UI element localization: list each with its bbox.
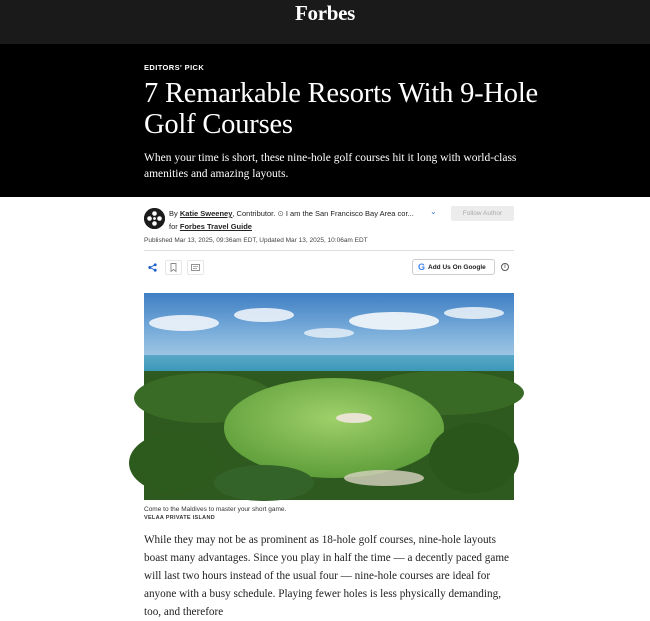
article-body-paragraph: While they may not be as prominent as 18-hole golf courses, nine-hole layouts boast many advantages. Since you play in half the time — a decently paced game will last two hours instead of the usual four — nine-hole courses are ideal for anyone with a busy schedule. Playing fewer holes is less physically demanding, too, and therefore	[144, 534, 510, 618]
photo-caption: Come to the Maldives to master your short game.	[144, 506, 287, 513]
article-dek: When your time is short, these nine-hole golf courses hit it long with world-class amenities and amazing layouts.	[144, 152, 517, 180]
forbes-logo[interactable]: Forbes	[294, 1, 356, 25]
comment-icon[interactable]	[187, 260, 204, 275]
divider	[144, 250, 514, 251]
top-nav-bar	[0, 0, 650, 44]
editors-pick-label: EDITORS' PICK	[144, 63, 205, 72]
contributor-outlet	[169, 222, 252, 231]
bookmark-icon[interactable]	[165, 260, 182, 275]
byline	[169, 209, 414, 218]
author-link[interactable]: Katie Sweeney	[179, 209, 233, 218]
hero-photo	[144, 293, 514, 500]
google-g-icon: G	[418, 262, 426, 272]
article-hero	[0, 44, 650, 197]
author-avatar-icon[interactable]	[144, 208, 165, 229]
bio-icon: ⊙	[277, 209, 284, 218]
author-bio[interactable]: I am the San Francisco Bay Area cor...	[285, 209, 414, 218]
article-headline: 7 Remarkable Resorts With 9-Hole Golf Courses	[144, 78, 539, 140]
photo-credit: VELAA PRIVATE ISLAND	[144, 515, 215, 521]
publish-date: Published Mar 13, 2025, 09:36am EDT, Updated Mar 13, 2025, 10:06am EDT	[144, 237, 368, 244]
add-us-on-google-button[interactable]	[412, 259, 495, 275]
google-button-label: Add Us On Google	[428, 263, 486, 271]
outlet-link[interactable]: Forbes Travel Guide	[179, 222, 252, 231]
author-role: , Contributor.	[232, 209, 276, 218]
for-prefix: for	[169, 222, 178, 231]
chevron-down-icon[interactable]: ⌄	[430, 207, 437, 216]
follow-author-button[interactable]: Follow Author	[451, 206, 514, 221]
info-icon[interactable]: i	[501, 263, 509, 271]
byline-by: By	[169, 209, 178, 218]
share-icon[interactable]	[144, 260, 161, 275]
